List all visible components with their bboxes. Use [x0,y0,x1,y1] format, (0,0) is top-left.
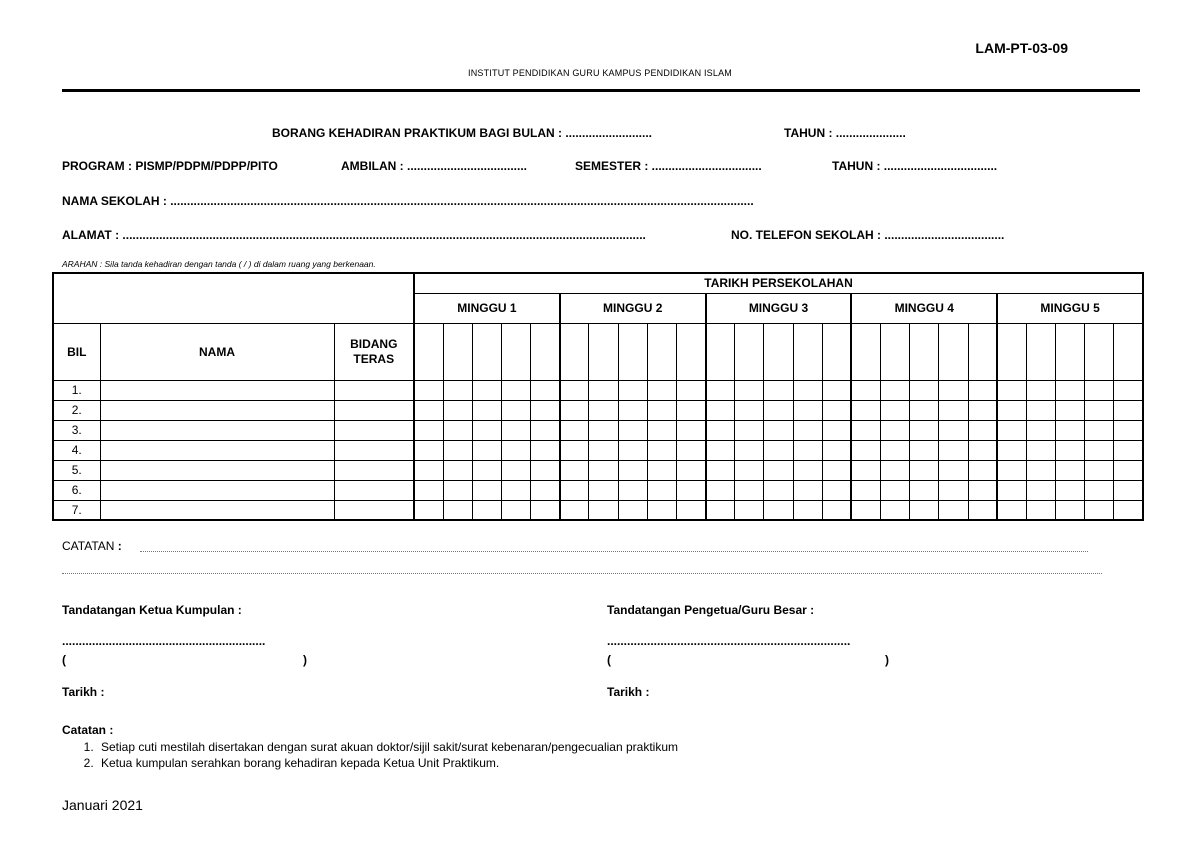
attendance-cell[interactable] [531,420,560,440]
attendance-cell[interactable] [414,400,443,420]
attendance-cell[interactable] [1085,480,1114,500]
table-row [53,460,1143,480]
attendance-cell[interactable] [1026,500,1055,520]
ketua-name-open-paren: ( [62,653,66,667]
header-divider [62,89,1140,92]
attendance-cell[interactable] [939,460,968,480]
attendance-cell[interactable] [706,480,735,500]
attendance-cell[interactable] [1026,380,1055,400]
blank-header-cell [53,273,414,323]
attendance-cell[interactable] [647,400,676,420]
day-header-cell [1026,323,1055,380]
attendance-cell[interactable] [676,400,705,420]
attendance-cell[interactable] [706,380,735,400]
table-row [53,400,1143,420]
attendance-cell[interactable] [472,460,501,480]
day-header-cell [414,323,443,380]
attendance-cell[interactable] [939,500,968,520]
attendance-cell[interactable] [1055,400,1084,420]
attendance-cell[interactable] [822,440,851,460]
attendance-cell[interactable] [1026,400,1055,420]
attendance-cell[interactable] [1114,500,1143,520]
attendance-cell[interactable] [676,480,705,500]
attendance-cell[interactable] [968,480,997,500]
attendance-cell[interactable] [647,460,676,480]
attendance-cell[interactable] [735,500,764,520]
attendance-cell[interactable] [618,420,647,440]
attendance-cell[interactable] [851,480,880,500]
attendance-cell[interactable] [531,460,560,480]
note-item: 1. Setiap cuti mestilah disertakan dengan surat akuan doktor/sijil sakit/surat kebenaran/pengecualian praktikum [97,739,678,755]
week-header-5: MINGGU 5 [997,293,1143,323]
week-header-1: MINGGU 1 [414,293,560,323]
attendance-cell[interactable] [822,380,851,400]
pengetua-signature-line: ......................................................................... [607,634,851,648]
attendance-cell[interactable] [851,420,880,440]
attendance-cell[interactable] [589,480,618,500]
attendance-cell[interactable] [1114,460,1143,480]
attendance-cell[interactable] [647,500,676,520]
attendance-cell[interactable] [1026,460,1055,480]
bil-column-header: BIL [53,323,100,380]
bidang-cell[interactable] [334,400,414,420]
attendance-cell[interactable] [822,500,851,520]
nama-cell[interactable] [100,480,334,500]
attendance-cell[interactable] [997,380,1026,400]
attendance-cell[interactable] [1085,440,1114,460]
bidang-cell[interactable] [334,380,414,400]
tarikh-persekolahan-header: TARIKH PERSEKOLAHAN [414,273,1143,293]
row-number: 6. [53,480,100,500]
attendance-cell[interactable] [1085,500,1114,520]
nama-cell[interactable] [100,420,334,440]
attendance-cell[interactable] [997,440,1026,460]
attendance-cell[interactable] [618,460,647,480]
attendance-cell[interactable] [910,400,939,420]
attendance-cell[interactable] [676,460,705,480]
pengetua-name-open-paren: ( [607,653,611,667]
attendance-cell[interactable] [793,400,822,420]
attendance-cell[interactable] [443,420,472,440]
attendance-cell[interactable] [502,380,531,400]
table-header-row-columns [53,323,1143,380]
attendance-cell[interactable] [443,500,472,520]
attendance-cell[interactable] [939,480,968,500]
attendance-cell[interactable] [502,400,531,420]
attendance-cell[interactable] [647,480,676,500]
attendance-cell[interactable] [472,480,501,500]
day-header-cell [618,323,647,380]
day-header-cell [997,323,1026,380]
attendance-cell[interactable] [531,500,560,520]
attendance-cell[interactable] [735,420,764,440]
day-header-cell [443,323,472,380]
attendance-cell[interactable] [676,440,705,460]
day-header-cell [589,323,618,380]
attendance-cell[interactable] [735,380,764,400]
attendance-cell[interactable] [414,460,443,480]
attendance-cell[interactable] [676,380,705,400]
attendance-cell[interactable] [997,460,1026,480]
nama-cell[interactable] [100,460,334,480]
pengetua-signature-label: Tandatangan Pengetua/Guru Besar : [607,603,815,617]
nama-cell[interactable] [100,380,334,400]
bidang-cell[interactable] [334,420,414,440]
attendance-cell[interactable] [502,440,531,460]
attendance-cell[interactable] [1055,420,1084,440]
ketua-name-close-paren: ) [303,653,307,667]
notes-section [62,723,678,771]
attendance-cell[interactable] [1026,480,1055,500]
attendance-cell[interactable] [735,480,764,500]
attendance-cell[interactable] [764,420,793,440]
attendance-cell[interactable] [560,440,589,460]
attendance-cell[interactable] [968,440,997,460]
attendance-cell[interactable] [793,480,822,500]
attendance-cell[interactable] [706,460,735,480]
attendance-cell[interactable] [939,420,968,440]
attendance-cell[interactable] [472,440,501,460]
attendance-cell[interactable] [881,500,910,520]
day-header-cell [793,323,822,380]
attendance-cell[interactable] [939,440,968,460]
attendance-cell[interactable] [851,440,880,460]
table-header-row-1 [53,273,1143,293]
attendance-cell[interactable] [851,460,880,480]
attendance-cell[interactable] [822,480,851,500]
footer-date: Januari 2021 [62,797,143,813]
day-header-cell [647,323,676,380]
attendance-cell[interactable] [1114,440,1143,460]
attendance-cell[interactable] [851,400,880,420]
table-row [53,440,1143,460]
attendance-cell[interactable] [1114,380,1143,400]
day-header-cell [910,323,939,380]
attendance-cell[interactable] [1026,420,1055,440]
day-header-cell [1085,323,1114,380]
attendance-cell[interactable] [910,380,939,400]
attendance-cell[interactable] [822,420,851,440]
attendance-cell[interactable] [764,380,793,400]
bidang-cell[interactable] [334,480,414,500]
bidang-teras-column-header: BIDANG TERAS [334,323,414,380]
attendance-cell[interactable] [793,460,822,480]
attendance-cell[interactable] [851,500,880,520]
attendance-cell[interactable] [1114,400,1143,420]
attendance-cell[interactable] [502,500,531,520]
attendance-cell[interactable] [443,380,472,400]
bidang-cell[interactable] [334,440,414,460]
attendance-cell[interactable] [443,460,472,480]
row-number: 3. [53,420,100,440]
telefon-field: NO. TELEFON SEKOLAH : .................................... [731,228,1005,242]
attendance-cell[interactable] [997,480,1026,500]
form-title-bulan: BORANG KEHADIRAN PRAKTIKUM BAGI BULAN : .......................... [272,126,653,140]
attendance-cell[interactable] [939,400,968,420]
attendance-cell[interactable] [560,420,589,440]
row-number: 7. [53,500,100,520]
week-header-4: MINGGU 4 [851,293,997,323]
attendance-cell[interactable] [764,440,793,460]
attendance-cell[interactable] [1114,480,1143,500]
note-item: 2. Ketua kumpulan serahkan borang kehadiran kepada Ketua Unit Praktikum. [97,755,678,771]
attendance-cell[interactable] [618,440,647,460]
attendance-cell[interactable] [1055,440,1084,460]
attendance-cell[interactable] [414,440,443,460]
attendance-cell[interactable] [968,400,997,420]
attendance-cell[interactable] [851,380,880,400]
day-header-cell [502,323,531,380]
attendance-cell[interactable] [531,440,560,460]
attendance-cell[interactable] [414,480,443,500]
row-number: 1. [53,380,100,400]
table-row [53,420,1143,440]
document-code: LAM-PT-03-09 [975,40,1068,56]
attendance-cell[interactable] [589,380,618,400]
attendance-cell[interactable] [735,440,764,460]
attendance-cell[interactable] [997,400,1026,420]
notes-list [62,739,678,771]
attendance-cell[interactable] [968,420,997,440]
week-header-3: MINGGU 3 [706,293,852,323]
attendance-cell[interactable] [968,500,997,520]
day-header-cell [531,323,560,380]
attendance-cell[interactable] [1085,400,1114,420]
ketua-signature-label: Tandatangan Ketua Kumpulan : [62,603,242,617]
attendance-cell[interactable] [793,380,822,400]
attendance-cell[interactable] [1026,440,1055,460]
table-row [53,380,1143,400]
day-header-cell [735,323,764,380]
attendance-cell[interactable] [881,400,910,420]
day-header-cell [968,323,997,380]
attendance-cell[interactable] [414,500,443,520]
day-header-cell [881,323,910,380]
pengetua-tarikh-label: Tarikh : [607,685,650,699]
alamat-field: ALAMAT : ............................................................................................................................................................. [62,228,646,242]
attendance-cell[interactable] [1055,500,1084,520]
semester-field: SEMESTER : ................................. [575,159,762,173]
attendance-cell[interactable] [502,460,531,480]
attendance-cell[interactable] [1055,480,1084,500]
attendance-cell[interactable] [618,480,647,500]
attendance-cell[interactable] [968,380,997,400]
attendance-cell[interactable] [881,480,910,500]
attendance-cell[interactable] [502,480,531,500]
attendance-cell[interactable] [735,460,764,480]
row-number: 2. [53,400,100,420]
attendance-cell[interactable] [647,380,676,400]
day-header-cell [1114,323,1143,380]
pengetua-name-close-paren: ) [885,653,889,667]
catatan-dotted-line-1 [140,551,1088,552]
attendance-cell[interactable] [1055,380,1084,400]
attendance-cell[interactable] [881,460,910,480]
attendance-cell[interactable] [618,500,647,520]
attendance-cell[interactable] [939,380,968,400]
attendance-table [52,272,1144,521]
attendance-cell[interactable] [881,380,910,400]
tahun-field: TAHUN : .................................. [832,159,998,173]
ketua-tarikh-label: Tarikh : [62,685,105,699]
attendance-cell[interactable] [647,440,676,460]
attendance-cell[interactable] [560,380,589,400]
attendance-cell[interactable] [618,400,647,420]
form-tahun-top: TAHUN : ..................... [784,126,906,140]
attendance-cell[interactable] [676,500,705,520]
attendance-cell[interactable] [764,500,793,520]
week-header-2: MINGGU 2 [560,293,706,323]
institution-name: INSTITUT PENDIDIKAN GURU KAMPUS PENDIDIKAN ISLAM [468,68,732,78]
attendance-cell[interactable] [822,400,851,420]
catatan-label: CATATAN [62,539,115,553]
attendance-cell[interactable] [472,380,501,400]
attendance-cell[interactable] [910,440,939,460]
day-header-cell [1055,323,1084,380]
attendance-cell[interactable] [589,440,618,460]
attendance-cell[interactable] [706,500,735,520]
day-header-cell [822,323,851,380]
attendance-cell[interactable] [910,460,939,480]
nama-cell[interactable] [100,400,334,420]
attendance-cell[interactable] [1085,420,1114,440]
attendance-cell[interactable] [589,420,618,440]
attendance-cell[interactable] [443,400,472,420]
day-header-cell [472,323,501,380]
nama-column-header: NAMA [100,323,334,380]
day-header-cell [560,323,589,380]
bidang-cell[interactable] [334,460,414,480]
attendance-cell[interactable] [1085,380,1114,400]
attendance-cell[interactable] [735,400,764,420]
attendance-cell[interactable] [647,420,676,440]
attendance-cell[interactable] [910,420,939,440]
attendance-cell[interactable] [764,400,793,420]
attendance-cell[interactable] [589,500,618,520]
row-number: 4. [53,440,100,460]
day-header-cell [706,323,735,380]
instruction-text: ARAHAN : Sila tanda kehadiran dengan tanda ( / ) di dalam ruang yang berkenaan. [62,259,376,269]
attendance-cell[interactable] [472,500,501,520]
attendance-cell[interactable] [618,380,647,400]
attendance-cell[interactable] [589,400,618,420]
attendance-cell[interactable] [589,460,618,480]
attendance-cell[interactable] [414,420,443,440]
notes-title: Catatan : [62,723,114,737]
attendance-cell[interactable] [997,420,1026,440]
day-header-cell [676,323,705,380]
attendance-cell[interactable] [560,500,589,520]
catatan-field [62,539,122,553]
attendance-cell[interactable] [531,480,560,500]
ambilan-field: AMBILAN : .................................... [341,159,528,173]
attendance-cell[interactable] [706,400,735,420]
catatan-colon: : [117,539,122,553]
attendance-cell[interactable] [531,380,560,400]
attendance-cell[interactable] [1055,460,1084,480]
attendance-cell[interactable] [472,400,501,420]
attendance-cell[interactable] [793,500,822,520]
attendance-cell[interactable] [706,420,735,440]
attendance-cell[interactable] [764,480,793,500]
attendance-cell[interactable] [706,440,735,460]
attendance-cell[interactable] [502,420,531,440]
attendance-cell[interactable] [881,420,910,440]
attendance-cell[interactable] [676,420,705,440]
bidang-cell[interactable] [334,500,414,520]
attendance-cell[interactable] [443,480,472,500]
program-field: PROGRAM : PISMP/PDPM/PDPP/PITO [62,159,278,173]
attendance-cell[interactable] [1114,420,1143,440]
day-header-cell [764,323,793,380]
attendance-cell[interactable] [414,380,443,400]
day-header-cell [851,323,880,380]
attendance-cell[interactable] [560,480,589,500]
attendance-cell[interactable] [793,440,822,460]
attendance-cell[interactable] [560,400,589,420]
attendance-cell[interactable] [910,500,939,520]
attendance-cell[interactable] [968,460,997,480]
attendance-cell[interactable] [764,460,793,480]
nama-cell[interactable] [100,500,334,520]
attendance-cell[interactable] [472,420,501,440]
attendance-cell[interactable] [531,400,560,420]
table-row [53,480,1143,500]
attendance-cell[interactable] [1085,460,1114,480]
nama-sekolah-field: NAMA SEKOLAH : ............................................................................................................................................................................... [62,194,754,208]
table-row [53,500,1143,520]
nama-cell[interactable] [100,440,334,460]
attendance-cell[interactable] [793,420,822,440]
attendance-cell[interactable] [881,440,910,460]
row-number: 5. [53,460,100,480]
catatan-dotted-line-2 [62,573,1102,574]
ketua-signature-line: ............................................................. [62,634,266,648]
day-header-cell [939,323,968,380]
attendance-cell[interactable] [443,440,472,460]
attendance-cell[interactable] [560,460,589,480]
attendance-cell[interactable] [997,500,1026,520]
attendance-cell[interactable] [910,480,939,500]
attendance-cell[interactable] [822,460,851,480]
